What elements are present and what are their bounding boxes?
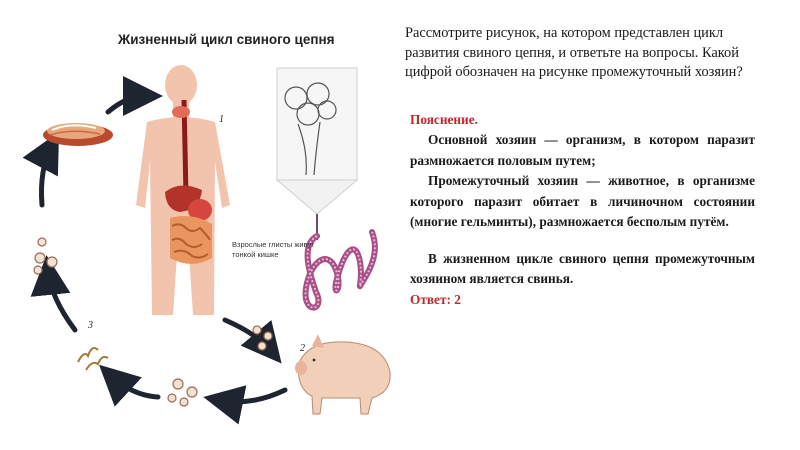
figure-label-1: 1: [219, 114, 224, 125]
human-body-illustration: [136, 65, 230, 315]
answer-text: Ответ: 2: [410, 291, 461, 307]
explanation-paragraph-1: Основной хозяин — организм, в котором паразит размножается половым путем;: [410, 132, 755, 168]
explanation-paragraph-2: Промежуточный хозяин — животное, в организме которого паразит обитает в личиночном состоянии (многие гельминты), размножается бесполым путём.: [410, 173, 755, 229]
larva-icon: [78, 348, 108, 370]
question-text: Рассмотрите рисунок, на котором представлен цикл развития свиного цепня, и ответьте на вопросы. Какой цифрой обозначен на рисунке промежуточный хозяин?: [405, 25, 743, 80]
text-block: [393, 24, 763, 310]
tapeworm-head-illustration: [277, 68, 357, 240]
explanation: [393, 110, 755, 311]
pig-icon: [295, 334, 390, 414]
explanation-heading: Пояснение.: [410, 111, 478, 127]
worm-caption: Взрослые глисты живут тонкой кишке: [232, 240, 315, 259]
figure-label-2: 2: [300, 343, 305, 354]
figure-label-3: 3: [88, 320, 93, 331]
figure-title: Жизненный цикл свиного цепня: [118, 32, 335, 47]
explanation-paragraph-3: В жизненном цикле свиного цепня промежуточным хозяином является свинья.: [410, 250, 755, 286]
meat-icon: [43, 123, 113, 146]
